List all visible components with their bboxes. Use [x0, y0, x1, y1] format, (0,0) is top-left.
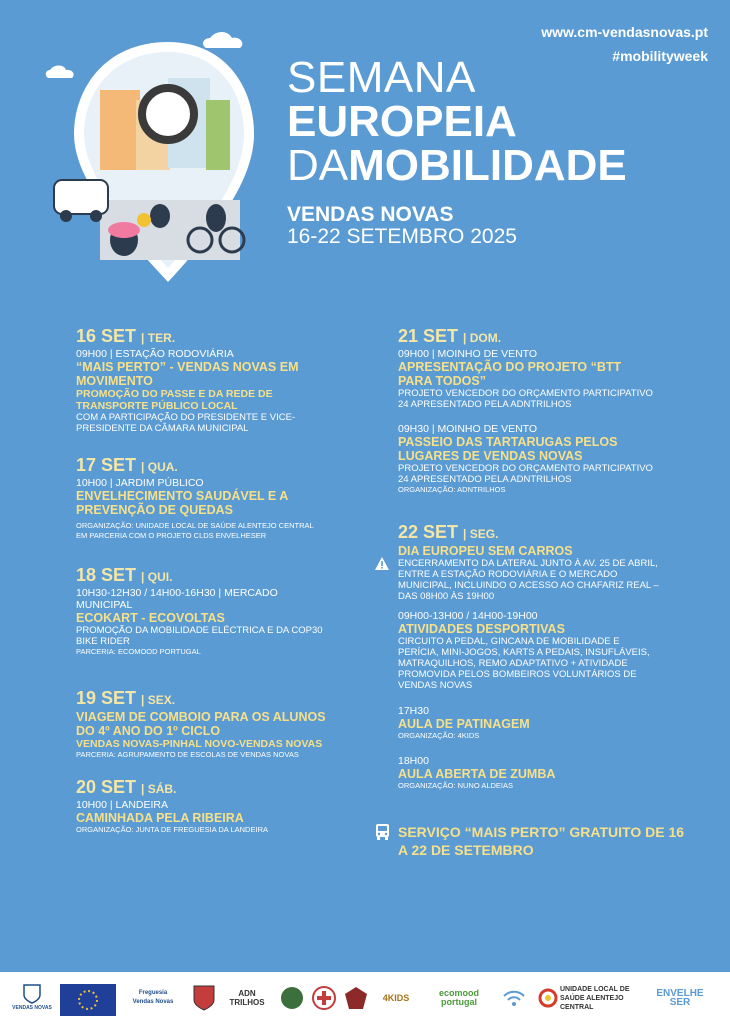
event-time-4: 18H00: [398, 755, 429, 767]
day-label: 20 SET: [76, 777, 137, 797]
uls-logo-icon: [538, 988, 558, 1008]
event-title: VIAGEM DE COMBOIO PARA OS ALUNOS DO 4º ANO DO 1º CICLO: [76, 710, 326, 738]
day-22: [398, 522, 660, 791]
event-description: PROJETO VENCEDOR DO ORÇAMENTO PARTICIPATIVO 24 APRESENTADO PELA ADNTRILHOS: [398, 388, 653, 410]
event-time: 10H00 | JARDIM PÚBLICO: [76, 477, 204, 489]
weekday: | SÁB.: [141, 782, 177, 796]
adntrilhos-logo: ADN TRILHOS: [229, 989, 265, 1007]
event-organizer-4: ORGANIZAÇÃO: NUNO ALDEIAS: [398, 781, 514, 790]
website-url[interactable]: [541, 20, 708, 68]
weekday: | SEG.: [463, 527, 499, 541]
day-17: [76, 455, 326, 541]
freguesia-logo: Freguesia Vendas Novas: [132, 990, 174, 1005]
envelheser-logo: ENVELHE SER: [656, 988, 704, 1008]
event-time-2: 09H00-13H00 / 14H00-19H00: [398, 610, 538, 622]
day-18: [76, 565, 326, 657]
event-dates: 16-22 SETEMBRO 2025: [287, 225, 517, 248]
eu-flag-icon: [60, 984, 116, 1016]
coat-of-arms-icon: [23, 984, 41, 1004]
wifi-signal-icon: [502, 988, 526, 1008]
weekday: | SEX.: [141, 693, 176, 707]
event-time: 09H00 | MOINHO DE VENTO: [398, 348, 538, 360]
event-organizer-3: ORGANIZAÇÃO: 4KIDS: [398, 731, 480, 740]
weekday: | DOM.: [463, 331, 502, 345]
event-organizer: ORGANIZAÇÃO: UNIDADE LOCAL DE SAÚDE ALENTEJO CENTRAL EM PARCERIA COM O PROJETO CLDS ENVELHESER: [76, 521, 314, 540]
day-19: [76, 688, 326, 760]
event-time-3: 17H30: [398, 705, 429, 717]
event-subtitle: PROMOÇÃO DO PASSE E DA REDE DE TRANSPORTE PÚBLICO LOCAL: [76, 388, 273, 412]
event-title-3: AULA DE PATINAGEM: [398, 717, 530, 731]
website-text[interactable]: www.cm-vendasnovas.pt: [541, 24, 708, 40]
event-organizer: ORGANIZAÇÃO: JUNTA DE FREGUESIA DA LANDEIRA: [76, 825, 268, 834]
vendas-novas-logo: [12, 980, 52, 1016]
title-mobilidade-word: MOBILIDADE: [348, 141, 627, 190]
event-description: PROMOÇÃO DA MOBILIDADE ELÉCTRICA E DA COP30 BIKE RIDER: [76, 625, 323, 647]
day-label: 21 SET: [398, 326, 459, 346]
day-label: 19 SET: [76, 688, 137, 708]
event-time: 10H30-12H30 / 14H00-16H30 | MERCADO MUNICIPAL: [76, 587, 278, 611]
event-subtitle: VENDAS NOVAS-PINHAL NOVO-VENDAS NOVAS: [76, 738, 323, 750]
free-service-banner: SERVIÇO “MAIS PERTO” GRATUITO DE 16 A 22 DE SETEMBRO: [398, 824, 685, 858]
event-title: CAMINHADA PELA RIBEIRA: [76, 811, 244, 825]
title-europeia: EUROPEIA: [287, 97, 517, 146]
event-title-2: PASSEIO DAS TARTARUGAS PELOS LUGARES DE VENDAS NOVAS: [398, 435, 618, 463]
event-title-2: ATIVIDADES DESPORTIVAS: [398, 622, 565, 636]
warning-icon: [375, 557, 389, 570]
badge-green-icon: [280, 986, 304, 1010]
day-21: [398, 326, 658, 495]
event-time: 09H00 | ESTAÇÃO RODOVIÁRIA: [76, 348, 234, 360]
event-organizer: PARCERIA: ECOMOOD PORTUGAL: [76, 647, 201, 656]
bus-icon: [375, 824, 390, 840]
day-20: [76, 777, 326, 835]
event-description: COM A PARTICIPAÇÃO DO PRESIDENTE E VICE-PRESIDENTE DA CÂMARA MUNICIPAL: [76, 412, 296, 434]
weekday: | TER.: [141, 331, 176, 345]
sponsor-footer: [0, 972, 730, 1024]
day-16: [76, 326, 326, 434]
day-label: 18 SET: [76, 565, 137, 585]
logo-label: VENDAS NOVAS: [12, 1004, 52, 1011]
weekday: | QUA.: [141, 460, 178, 474]
municipal-crest-icon: [192, 984, 216, 1012]
event-title: “MAIS PERTO” - VENDAS NOVAS EM MOVIMENTO: [76, 360, 299, 388]
event-description: ENCERRAMENTO DA LATERAL JUNTO À AV. 25 DE ABRIL, ENTRE A ESTAÇÃO RODOVIÁRIA E O MERCADO MUNICIPAL, INCLUINDO O ACESSO AO CHAFARIZ REAL – DAS 08H00 ÀS 19H00: [398, 558, 659, 602]
event-organizer-2: ORGANIZAÇÃO: ADNTRILHOS: [398, 485, 506, 494]
badge-firefighters-icon: [344, 986, 368, 1010]
weekday: | QUI.: [141, 570, 173, 584]
day-label: 17 SET: [76, 455, 137, 475]
event-title: DIA EUROPEU SEM CARROS: [398, 544, 573, 558]
event-time-2: 09H30 | MOINHO DE VENTO: [398, 423, 538, 435]
event-title: ENVELHECIMENTO SAUDÁVEL E A PREVENÇÃO DE QUEDAS: [76, 489, 288, 517]
event-time: 10H00 | LANDEIRA: [76, 799, 169, 811]
event-title-4: AULA ABERTA DE ZUMBA: [398, 767, 556, 781]
4kids-logo: 4KIDS: [382, 992, 410, 1003]
ecomood-logo: ecomood portugal: [438, 988, 479, 1007]
title-da: DA: [287, 141, 349, 190]
title-semana: SEMANA: [287, 53, 476, 102]
event-description-2: PROJETO VENCEDOR DO ORÇAMENTO PARTICIPATIVO 24 APRESENTADO PELA ADNTRILHOS: [398, 463, 653, 485]
event-title: ECOKART - ECOVOLTAS: [76, 611, 225, 625]
city-name: VENDAS NOVAS: [287, 203, 454, 226]
uls-logo: UNIDADE LOCAL DE SAÚDE ALENTEJO CENTRAL: [560, 985, 630, 1011]
location-pin-illustration: [40, 30, 280, 290]
hashtag: #mobilityweek: [612, 48, 708, 64]
event-organizer: PARCERIA: AGRUPAMENTO DE ESCOLAS DE VENDAS NOVAS: [76, 750, 299, 759]
badge-redcross-icon: [312, 986, 336, 1010]
day-label: 16 SET: [76, 326, 137, 346]
event-title: APRESENTAÇÃO DO PROJETO “BTT PARA TODOS”: [398, 360, 622, 388]
title-mobilidade: [287, 141, 627, 190]
day-label: 22 SET: [398, 522, 459, 542]
event-description-2: CIRCUITO A PEDAL, GINCANA DE MOBILIDADE E PERÍCIA, MINI-JOGOS, KARTS A PEDAIS, INSUFLÁVEIS, MATRAQUILHOS, REMO ADAPTATIVO + ATIVIDADE PROMOVIDA PELOS BOMBEIROS VOLUNTÁRIOS DE VENDAS NOVAS: [398, 636, 650, 691]
